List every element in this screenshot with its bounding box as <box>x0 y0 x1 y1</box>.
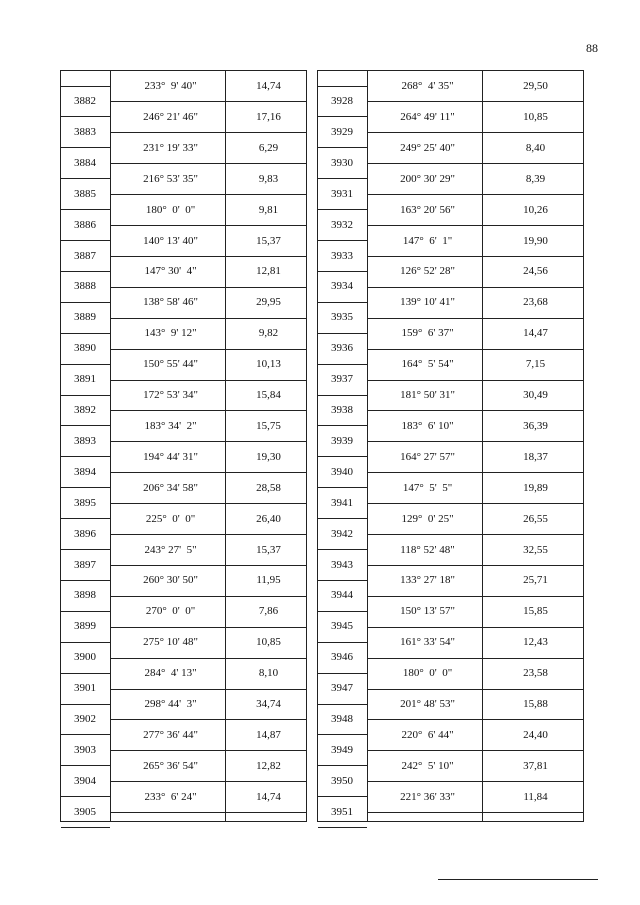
segment-row-divider <box>110 627 306 628</box>
segment-row-divider <box>367 750 583 751</box>
point-number: 3934 <box>331 280 353 293</box>
point-number: 3889 <box>74 311 96 324</box>
direction-angle: 147° 30' 4" <box>144 265 197 278</box>
point-row-divider <box>61 209 110 210</box>
point-row-divider <box>318 704 367 705</box>
direction-angle: 183° 34' 2" <box>144 419 197 432</box>
point-row-divider <box>61 704 110 705</box>
point-row-divider <box>61 673 110 674</box>
direction-angle: 231° 19' 33" <box>143 141 198 154</box>
point-row-divider <box>318 456 367 457</box>
segment-row-divider <box>367 689 583 690</box>
segment-row-divider <box>367 410 583 411</box>
segment-row-divider <box>367 658 583 659</box>
segment-distance: 25,71 <box>523 574 548 587</box>
direction-angle: 140° 13' 40" <box>143 234 198 247</box>
segment-row-divider <box>367 472 583 473</box>
direction-angle: 138° 58' 46" <box>143 296 198 309</box>
point-number: 3948 <box>331 713 353 725</box>
point-number: 3928 <box>331 95 353 107</box>
point-number: 3882 <box>74 95 96 107</box>
point-number: 3936 <box>331 342 353 355</box>
segment-row-divider <box>367 163 583 164</box>
point-number: 3931 <box>331 187 353 200</box>
point-row-divider <box>61 86 110 87</box>
segment-row-divider <box>367 318 583 319</box>
column-separator <box>110 71 111 821</box>
point-number: 3935 <box>331 311 353 324</box>
segment-distance: 23,68 <box>523 296 548 309</box>
direction-angle: 133° 27' 18" <box>400 574 455 587</box>
segment-distance: 14,74 <box>256 80 281 92</box>
point-number: 3940 <box>331 465 353 478</box>
direction-angle: 150° 13' 57" <box>400 605 455 618</box>
segment-row-divider <box>367 503 583 504</box>
segment-distance: 24,40 <box>523 728 548 741</box>
point-number: 3887 <box>74 249 96 262</box>
point-row-divider <box>318 364 367 365</box>
direction-angle: 270° 0' 0" <box>145 605 196 618</box>
segment-distance: 10,85 <box>523 110 548 123</box>
point-number: 3895 <box>74 496 96 509</box>
column-separator <box>225 71 226 821</box>
point-number: 3949 <box>331 743 353 756</box>
direction-angle: 181° 50' 31" <box>400 389 455 401</box>
segment-row-divider <box>367 441 583 442</box>
point-number: 3950 <box>331 774 353 787</box>
segment-row-divider <box>110 441 306 442</box>
point-row-divider <box>61 425 110 426</box>
segment-row-divider <box>110 565 306 566</box>
point-row-divider <box>318 796 367 797</box>
point-row-divider <box>318 178 367 179</box>
direction-angle: 221° 36' 33" <box>400 790 455 803</box>
segment-distance: 7,86 <box>258 605 279 618</box>
direction-angle: 298° 44' 3" <box>144 698 197 710</box>
point-number: 3892 <box>74 404 96 416</box>
direction-angle: 147° 5' 5" <box>402 481 453 494</box>
segment-distance: 12,82 <box>256 759 281 772</box>
segment-row-divider <box>367 194 583 195</box>
direction-angle: 225° 0' 0" <box>145 512 196 525</box>
point-number: 3888 <box>74 280 96 293</box>
segment-row-divider <box>110 689 306 690</box>
segment-distance: 10,13 <box>256 358 281 371</box>
segment-distance: 7,15 <box>525 358 546 371</box>
column-separator <box>367 71 368 821</box>
segment-distance: 26,55 <box>523 512 548 525</box>
segment-row-divider <box>367 596 583 597</box>
point-row-divider <box>61 178 110 179</box>
point-row-divider <box>61 333 110 334</box>
point-number: 3942 <box>331 527 353 540</box>
direction-angle: 265° 36' 54" <box>143 759 198 772</box>
segment-distance: 14,87 <box>256 728 281 741</box>
point-row-divider <box>318 395 367 396</box>
direction-angle: 206° 34' 58" <box>143 481 198 494</box>
segment-distance: 12,43 <box>523 636 548 649</box>
segment-distance: 19,90 <box>523 234 548 247</box>
direction-angle: 260° 30' 50" <box>143 574 198 587</box>
segment-row-divider <box>367 380 583 381</box>
point-row-divider <box>61 240 110 241</box>
segment-row-divider <box>110 225 306 226</box>
point-number: 3905 <box>74 805 96 818</box>
point-row-divider <box>61 765 110 766</box>
direction-angle: 277° 36' 44" <box>143 728 198 741</box>
segment-distance: 11,95 <box>256 574 281 587</box>
segment-distance: 10,26 <box>523 203 548 216</box>
point-number: 3951 <box>331 805 353 818</box>
point-row-divider <box>318 734 367 735</box>
point-row-divider <box>61 395 110 396</box>
segment-distance: 23,58 <box>523 667 548 680</box>
point-number: 3900 <box>74 651 96 664</box>
segment-row-divider <box>110 287 306 288</box>
segment-distance: 29,95 <box>256 296 281 309</box>
point-row-divider <box>61 116 110 117</box>
point-number: 3929 <box>331 125 353 138</box>
point-number: 3941 <box>331 496 353 509</box>
point-number: 3898 <box>74 589 96 602</box>
point-row-divider <box>318 580 367 581</box>
segment-row-divider <box>367 627 583 628</box>
point-number: 3947 <box>331 682 353 695</box>
segment-row-divider <box>367 812 583 813</box>
point-number: 3893 <box>74 434 96 447</box>
coordinate-table-left <box>60 70 307 822</box>
segment-distance: 14,47 <box>523 327 548 340</box>
segment-distance: 28,58 <box>256 481 281 494</box>
point-row-divider <box>318 86 367 87</box>
direction-angle: 220° 6' 44" <box>401 728 454 741</box>
segment-distance: 15,84 <box>256 389 281 401</box>
point-number: 3891 <box>74 373 96 386</box>
point-number: 3894 <box>74 465 96 478</box>
direction-angle: 216° 53' 35" <box>143 172 198 185</box>
point-number: 3885 <box>74 187 96 200</box>
point-row-divider <box>318 549 367 550</box>
point-row-divider <box>318 518 367 519</box>
point-row-divider <box>318 302 367 303</box>
segment-distance: 15,85 <box>523 605 548 618</box>
segment-distance: 8,10 <box>258 667 279 680</box>
page-number: 88 <box>586 41 598 55</box>
direction-angle: 150° 55' 44" <box>143 358 198 371</box>
segment-row-divider <box>110 194 306 195</box>
segment-distance: 15,37 <box>256 234 281 247</box>
segment-distance: 14,74 <box>256 790 281 803</box>
segment-row-divider <box>110 472 306 473</box>
segment-row-divider <box>110 658 306 659</box>
point-row-divider <box>318 487 367 488</box>
direction-angle: 200° 30' 29" <box>400 172 455 185</box>
segment-row-divider <box>110 101 306 102</box>
segment-row-divider <box>367 719 583 720</box>
point-row-divider <box>61 147 110 148</box>
direction-angle: 139° 10' 41" <box>400 296 455 309</box>
segment-row-divider <box>110 132 306 133</box>
point-number: 3901 <box>74 682 96 695</box>
direction-angle: 268° 4' 35" <box>401 80 454 92</box>
segment-distance: 8,40 <box>525 141 546 154</box>
direction-angle: 164° 5' 54" <box>401 358 454 371</box>
segment-row-divider <box>110 781 306 782</box>
direction-angle: 147° 6' 1" <box>402 234 453 247</box>
point-row-divider <box>318 240 367 241</box>
point-number: 3890 <box>74 342 96 355</box>
point-row-divider <box>61 518 110 519</box>
point-row-divider <box>318 765 367 766</box>
segment-distance: 36,39 <box>523 419 548 432</box>
segment-row-divider <box>367 256 583 257</box>
point-number: 3932 <box>331 218 353 231</box>
point-number: 3944 <box>331 589 353 602</box>
segment-distance: 11,84 <box>523 790 548 803</box>
segment-row-divider <box>367 349 583 350</box>
direction-angle: 242° 5' 10" <box>401 759 454 772</box>
segment-distance: 32,55 <box>523 543 548 556</box>
segment-distance: 15,37 <box>256 543 281 556</box>
segment-row-divider <box>367 101 583 102</box>
direction-angle: 159° 6' 37" <box>401 327 454 340</box>
point-number: 3897 <box>74 558 96 571</box>
segment-distance: 9,83 <box>258 172 279 185</box>
point-number: 3886 <box>74 218 96 231</box>
point-number: 3945 <box>331 620 353 633</box>
point-row-divider <box>61 580 110 581</box>
segment-distance: 17,16 <box>256 110 281 123</box>
segment-distance: 6,29 <box>258 141 279 154</box>
point-number: 3883 <box>74 125 96 138</box>
direction-angle: 118° 52' 48" <box>400 543 455 556</box>
segment-distance: 29,50 <box>523 80 548 92</box>
point-row-divider <box>318 827 367 828</box>
segment-row-divider <box>110 596 306 597</box>
segment-row-divider <box>367 287 583 288</box>
segment-row-divider <box>110 318 306 319</box>
point-row-divider <box>61 611 110 612</box>
direction-angle: 233° 9' 40" <box>144 80 197 92</box>
point-row-divider <box>318 209 367 210</box>
segment-distance: 26,40 <box>256 512 281 525</box>
segment-row-divider <box>367 781 583 782</box>
segment-row-divider <box>367 225 583 226</box>
point-number: 3903 <box>74 743 96 756</box>
point-number: 3943 <box>331 558 353 571</box>
point-row-divider <box>318 147 367 148</box>
segment-row-divider <box>110 719 306 720</box>
point-row-divider <box>61 456 110 457</box>
direction-angle: 201° 48' 53" <box>400 698 455 710</box>
direction-angle: 126° 52' 28" <box>400 265 455 278</box>
point-number: 3884 <box>74 156 96 169</box>
segment-distance: 24,56 <box>523 265 548 278</box>
segment-distance: 18,37 <box>523 450 548 463</box>
segment-row-divider <box>110 380 306 381</box>
segment-distance: 15,88 <box>523 698 548 710</box>
point-row-divider <box>318 611 367 612</box>
direction-angle: 243° 27' 5" <box>144 543 197 556</box>
segment-row-divider <box>367 132 583 133</box>
point-number: 3902 <box>74 713 96 725</box>
segment-row-divider <box>110 163 306 164</box>
point-number: 3946 <box>331 651 353 664</box>
direction-angle: 284° 4' 13" <box>144 667 197 680</box>
point-number: 3930 <box>331 156 353 169</box>
footer-rule <box>438 879 598 880</box>
segment-row-divider <box>110 349 306 350</box>
point-row-divider <box>318 116 367 117</box>
point-row-divider <box>318 673 367 674</box>
direction-angle: 180° 0' 0" <box>145 203 196 216</box>
segment-distance: 9,82 <box>258 327 279 340</box>
coordinate-table-right <box>317 70 584 822</box>
segment-row-divider <box>110 410 306 411</box>
point-number: 3904 <box>74 774 96 787</box>
direction-angle: 194° 44' 31" <box>143 450 198 463</box>
direction-angle: 275° 10' 48" <box>143 636 198 649</box>
point-row-divider <box>61 364 110 365</box>
direction-angle: 163° 20' 56" <box>400 203 455 216</box>
point-number: 3896 <box>74 527 96 540</box>
segment-distance: 15,75 <box>256 419 281 432</box>
point-number: 3899 <box>74 620 96 633</box>
direction-angle: 246° 21' 46" <box>143 110 198 123</box>
segment-distance: 19,30 <box>256 450 281 463</box>
segment-distance: 12,81 <box>256 265 281 278</box>
segment-distance: 19,89 <box>523 481 548 494</box>
direction-angle: 233° 6' 24" <box>144 790 197 803</box>
segment-row-divider <box>367 534 583 535</box>
point-row-divider <box>318 642 367 643</box>
point-row-divider <box>318 333 367 334</box>
segment-distance: 8,39 <box>525 172 546 185</box>
segment-row-divider <box>110 256 306 257</box>
segment-row-divider <box>110 812 306 813</box>
segment-distance: 10,85 <box>256 636 281 649</box>
direction-angle: 264° 49' 11" <box>400 110 455 123</box>
point-row-divider <box>318 425 367 426</box>
column-separator <box>482 71 483 821</box>
segment-row-divider <box>110 534 306 535</box>
point-row-divider <box>61 796 110 797</box>
direction-angle: 143° 9' 12" <box>144 327 197 340</box>
segment-distance: 30,49 <box>523 389 548 401</box>
direction-angle: 249° 25' 40" <box>400 141 455 154</box>
direction-angle: 164° 27' 57" <box>400 450 455 463</box>
point-row-divider <box>61 549 110 550</box>
direction-angle: 180° 0' 0" <box>402 667 453 680</box>
point-number: 3937 <box>331 373 353 386</box>
point-row-divider <box>61 734 110 735</box>
segment-row-divider <box>367 565 583 566</box>
segment-distance: 37,81 <box>523 759 548 772</box>
segment-distance: 9,81 <box>258 203 279 216</box>
point-row-divider <box>61 487 110 488</box>
direction-angle: 172° 53' 34" <box>143 389 198 401</box>
point-number: 3938 <box>331 404 353 416</box>
direction-angle: 183° 6' 10" <box>401 419 454 432</box>
point-row-divider <box>61 302 110 303</box>
direction-angle: 129° 0' 25" <box>401 512 454 525</box>
direction-angle: 161° 33' 54" <box>400 636 455 649</box>
point-row-divider <box>318 271 367 272</box>
point-number: 3939 <box>331 434 353 447</box>
segment-row-divider <box>110 503 306 504</box>
point-row-divider <box>61 271 110 272</box>
segment-row-divider <box>110 750 306 751</box>
point-row-divider <box>61 642 110 643</box>
segment-distance: 34,74 <box>256 698 281 710</box>
point-row-divider <box>61 827 110 828</box>
point-number: 3933 <box>331 249 353 262</box>
